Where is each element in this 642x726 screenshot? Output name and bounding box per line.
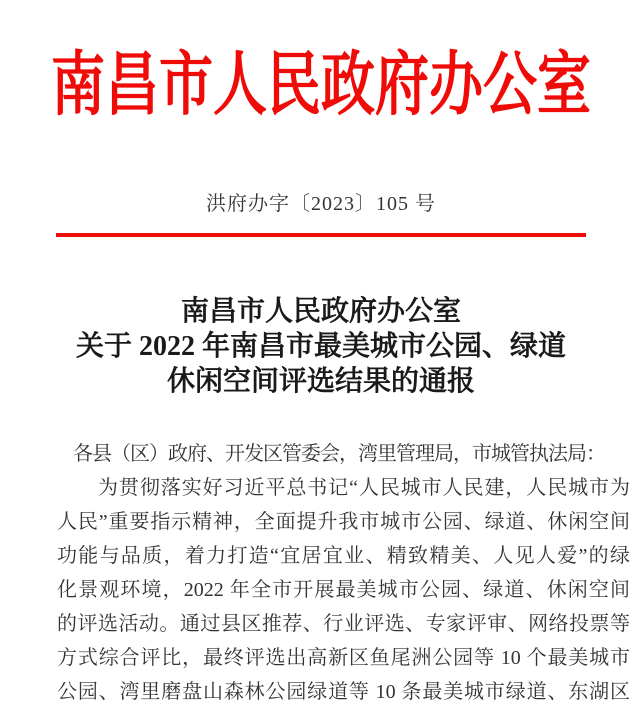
body-line: 方式综合评比，最终评选出高新区鱼尾洲公园等 10 个最美城市 [57, 647, 630, 669]
body-line: 公园、湾里磨盘山森林公园绿道等 10 条最美城市绿道、东湖区 [57, 681, 630, 703]
body-line: 人民”重要指示精神，全面提升我市城市公园、绿道、休闲空间 [57, 511, 630, 533]
agency-masthead: 南昌市人民政府办公室 [51, 46, 591, 124]
document-title-line-2: 关于 2022 年南昌市最美城市公园、绿道 [75, 331, 566, 362]
body-line: 为贯彻落实好习近平总书记“人民城市人民建，人民城市为 [98, 477, 630, 499]
body-salutation-line: 各县（区）政府、开发区管委会，湾里管理局，市城管执法局： [73, 443, 605, 465]
document-body [0, 437, 642, 709]
document-title [0, 294, 642, 399]
doc-number: 洪府办字〔2023〕105 号 [206, 193, 436, 215]
body-line: 功能与品质，着力打造“宜居宜业、精致精美、人见人爱”的绿 [57, 545, 630, 567]
document-title-line-3: 休闲空间评选结果的通报 [166, 366, 475, 397]
document-title-line-1: 南昌市人民政府办公室 [180, 296, 461, 327]
body-line: 化景观环境，2022 年全市开展最美城市公园、绿道、休闲空间 [57, 579, 630, 601]
body-line: 的评选活动。通过县区推荐、行业评选、专家评审、网络投票等 [57, 613, 630, 635]
red-divider-rule [56, 233, 586, 237]
